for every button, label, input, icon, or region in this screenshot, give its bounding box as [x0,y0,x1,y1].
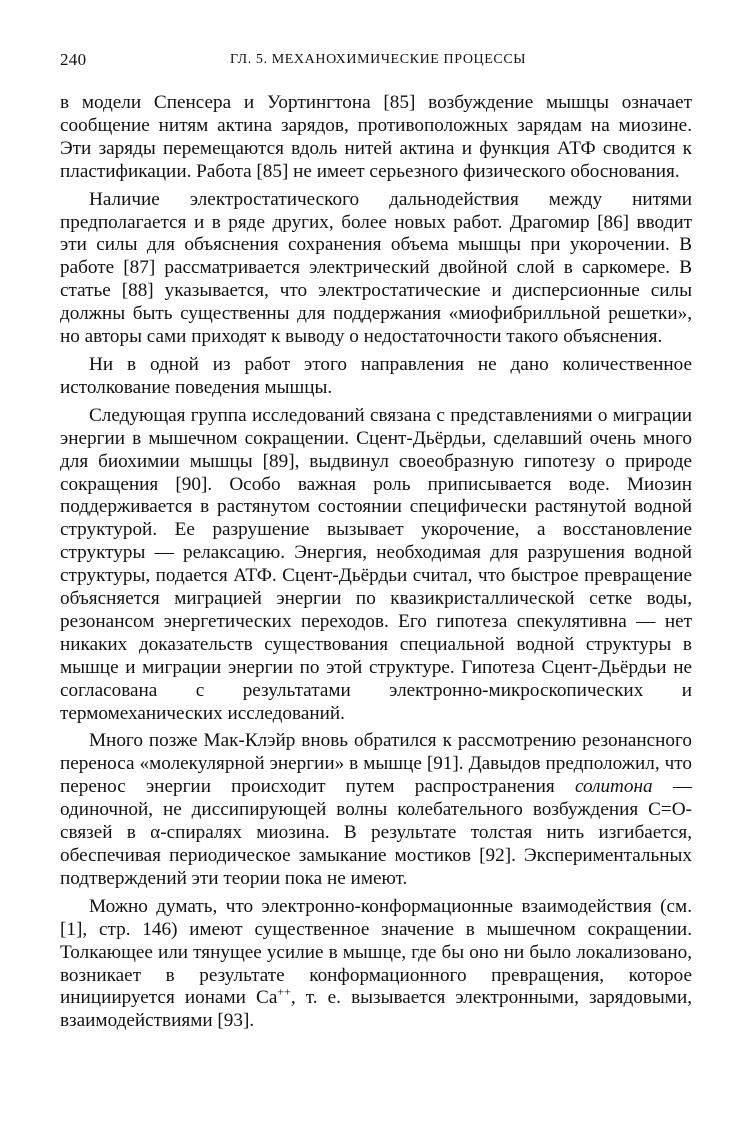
paragraph-6-part-1: Можно думать, что электронно-конформационные взаимодействия (см. [1], стр. 146) имеют существенное значение в мышечном сокращении. Толкающее или тянущее усилие в мышце, где бы оно ни было локализовано, возникает в результате конформационного превращения, которое инициируется ионами Ca [60,895,692,1009]
running-head [60,50,692,78]
page-number: 240 [60,50,87,69]
paragraph-3: Ни в одной из работ этого направления не дано количественное истолкование поведения мышцы. [60,353,692,398]
ion-charge-superscript: ++ [277,985,291,1000]
paragraph-5-part-2: — одиночной, не диссипирующей волны колебательного возбуждения C=O-связей в α-спиралях миозина. В результате толстая нить изгибается, обеспечивая периодическое замыкание мостиков [92]. Экспериментальных подтверждений эти теории пока не имеют. [60,776,693,889]
paragraph-4: Следующая группа исследований связана с представлениями о миграции энергии в мышечном сокращении. Сцент-Дьёрдьи, сделавший очень много для биохимии мышцы [89], выдвинул своеобразную гипотезу о природе сокращения [90]. Особо важная роль приписывается воде. Миозин поддерживается в растянутом состоянии специфически растянутой водной структурой. Ее разрушение вызывает укорочение, а восстановление структуры — релаксацию. Энергия, необходимая для разрушения водной структуры, подается АТФ. Сцент-Дьёрдьи считал, что быстрое превращение объясняется миграцией энергии по квазикристаллической сетке воды, резонансом энергетических переходов. Его гипотеза спекулятивна — нет никаких доказательств существования специальной водной структуры в мышце и миграции энергии по этой структуре. Гипотеза Сцент-Дьёрдьи не согласована с результатами электронно-микроскопических и термомеханических исследований. [60,404,692,724]
paragraph-5-part-1: Много позже Мак-Клэйр вновь обратился к рассмотрению резонансного переноса «молекулярной энергии» в мышце [91]. Давыдов предположил, что перенос энергии происходит путем распространения [60,730,692,798]
paragraph-6 [60,896,692,1033]
paragraph-6-part-2: , т. е. вызывается электронными, зарядовыми, взаимодействиями [93]. [60,987,693,1032]
running-title: ГЛ. 5. МЕХАНОХИМИЧЕСКИЕ ПРОЦЕССЫ [230,52,527,67]
paragraph-2: Наличие электростатического дальнодействия между нитями предполагается и в ряде других, более новых работ. Драгомир [86] вводит эти силы для объяснения сохранения объема мышцы при укорочении. В работе [87] рассматривается электрический двойной слой в саркомере. В статье [88] указывается, что электростатические и дисперсионные силы должны быть существенны для поддержания «миофибрилльной решетки», но авторы сами приходят к выводу о недостаточности такого объяснения. [60,188,692,348]
paragraph-5 [60,730,692,890]
body-text [60,92,692,1033]
soliton-term: солитона [574,776,653,798]
paragraph-1: в модели Спенсера и Уортингтона [85] возбуждение мышцы означает сообщение нитям актина зарядов, противоположных зарядам на миозине. Эти заряды перемещаются вдоль нитей актина и функция АТФ сводится к пластификации. Работа [85] не имеет серьезного физического обоснования. [60,92,692,182]
